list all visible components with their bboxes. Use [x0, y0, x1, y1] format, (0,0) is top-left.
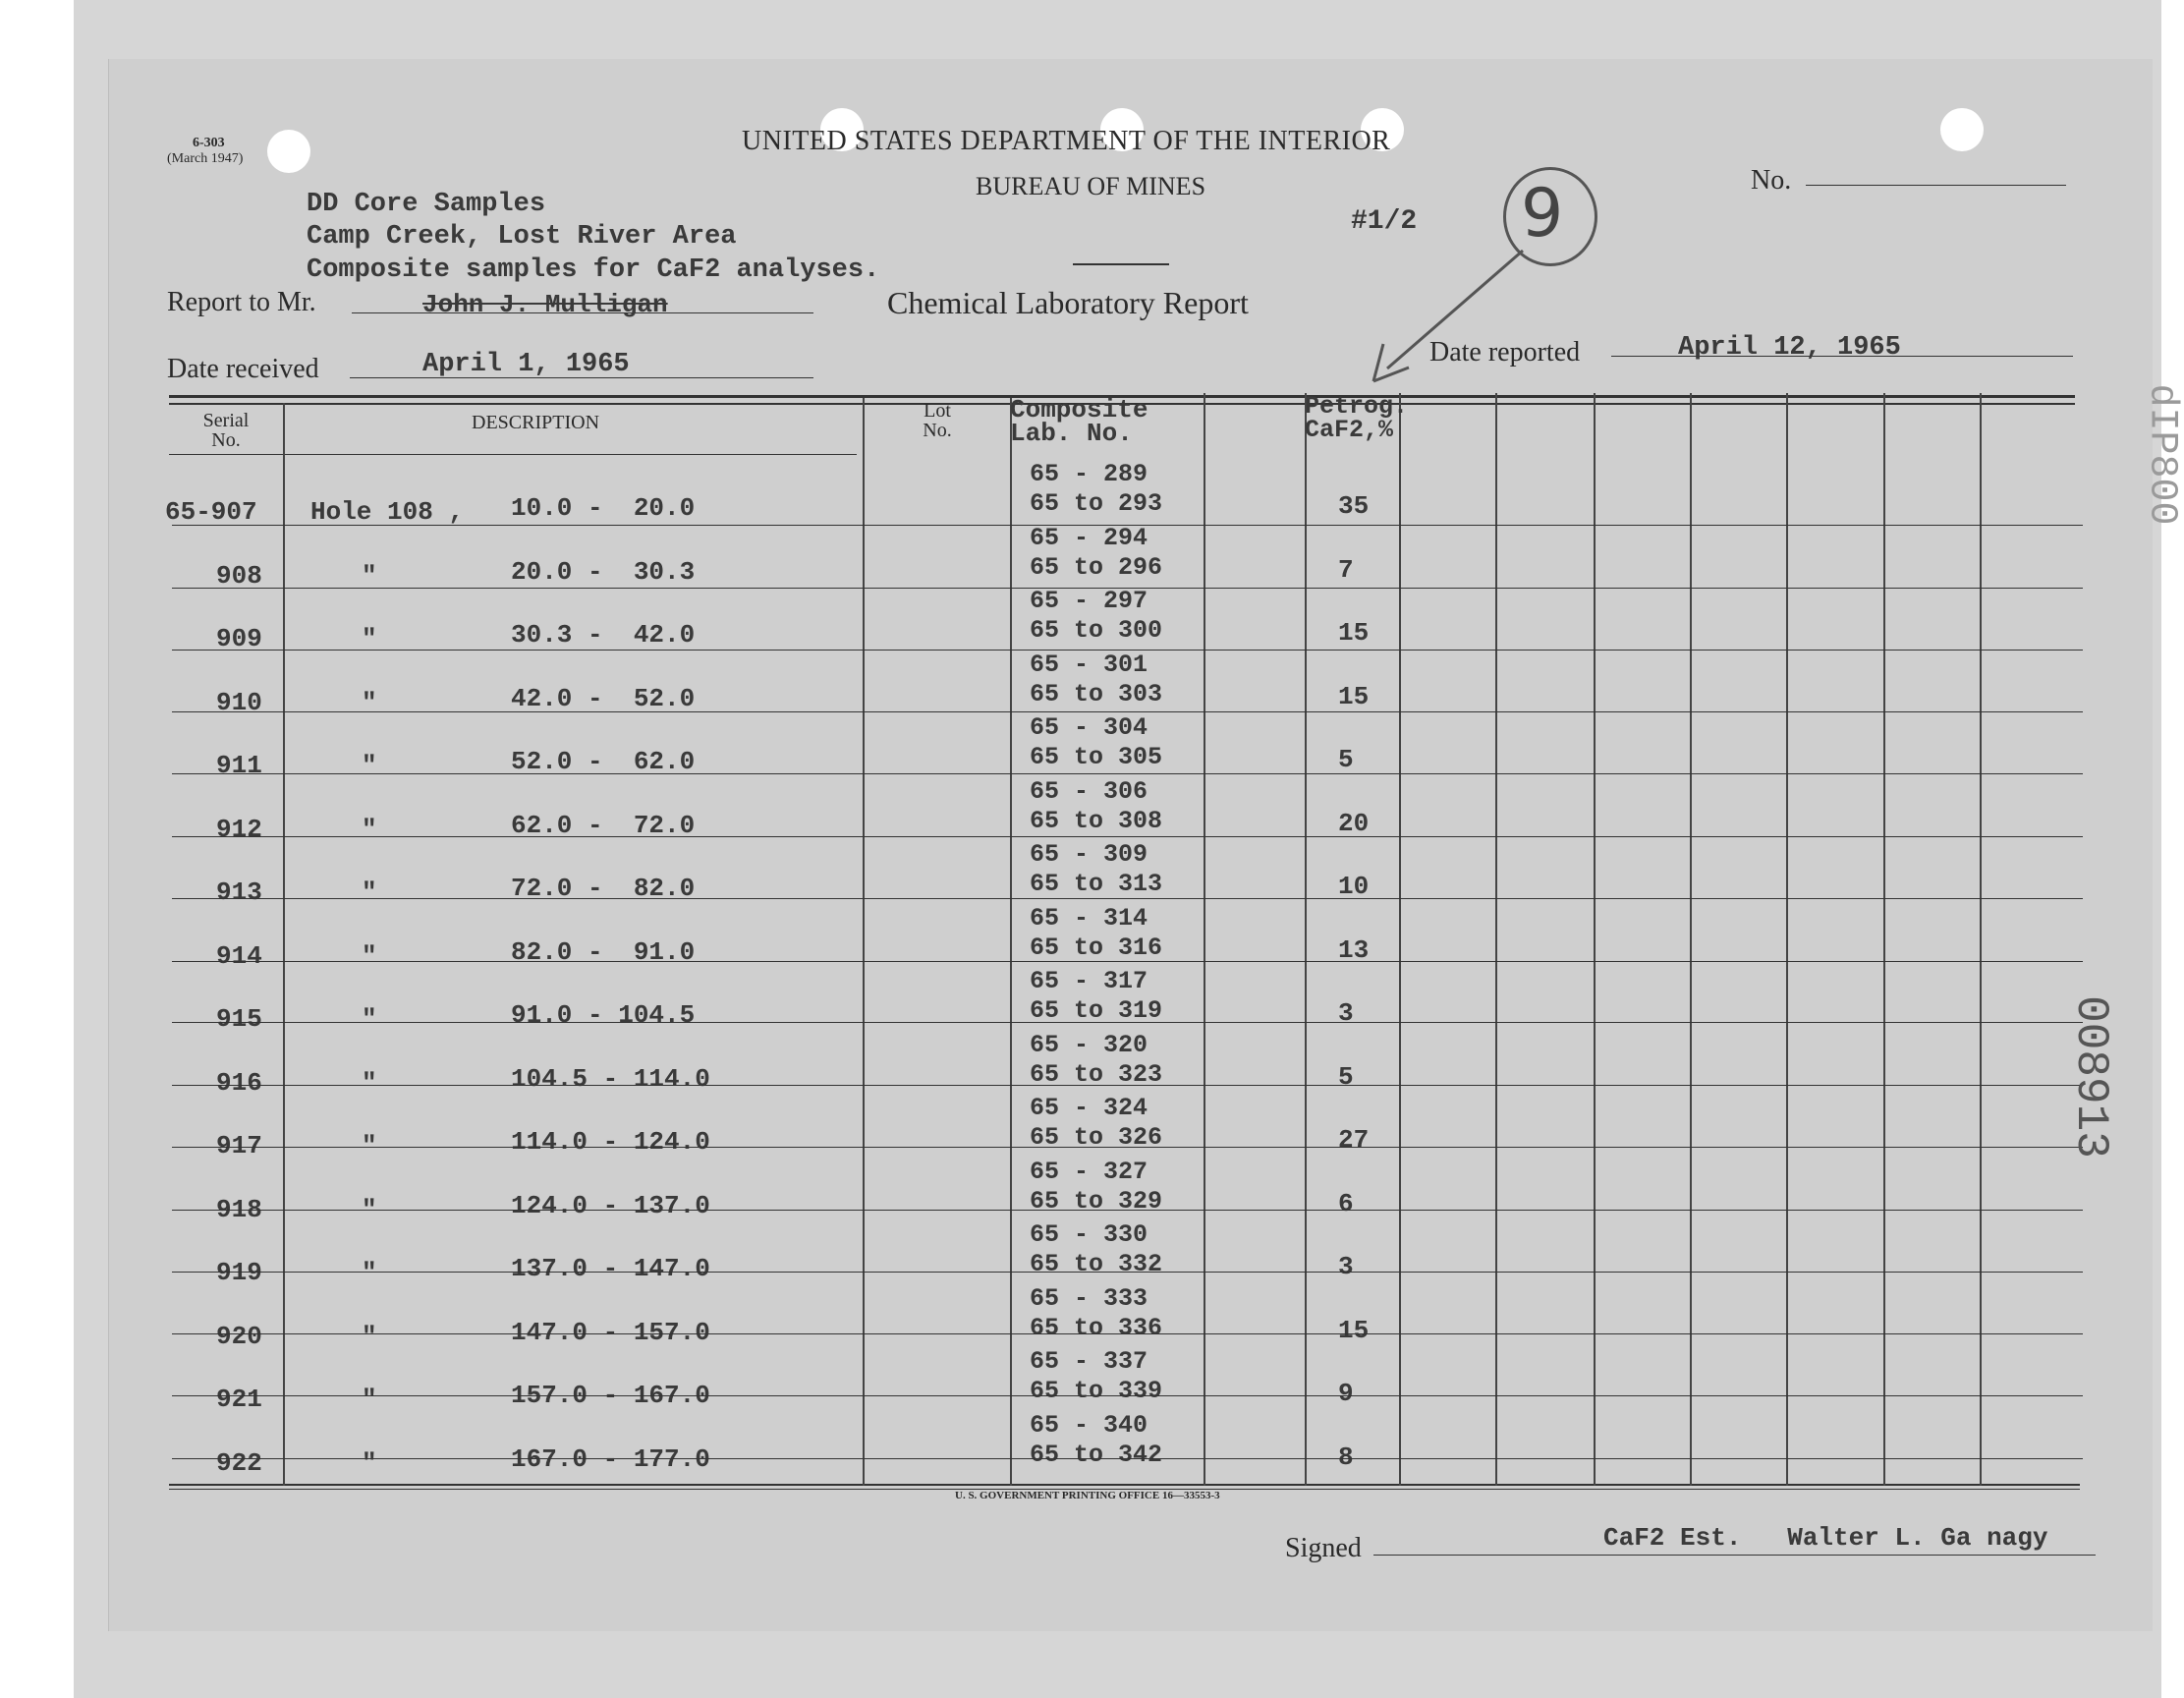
- row-lab-end: 65 to 305: [1030, 743, 1163, 771]
- row-rule: [172, 1085, 2083, 1086]
- row-lab-end: 65 to 300: [1030, 616, 1163, 645]
- row-caf2: 15: [1338, 682, 1370, 711]
- row-depth-range: 42.0 - 52.0: [511, 684, 696, 713]
- col-sep: [863, 398, 865, 1486]
- row-serial: 922: [216, 1448, 262, 1478]
- row-serial: 921: [216, 1385, 262, 1414]
- row-depth-range: 82.0 - 91.0: [511, 937, 696, 967]
- row-rule: [172, 1272, 2083, 1273]
- row-serial: 919: [216, 1258, 262, 1287]
- row-lab-start: 65 - 320: [1030, 1031, 1148, 1059]
- row-rule: [172, 1458, 2083, 1459]
- stamp-number: 008913: [2064, 995, 2116, 1159]
- row-depth-range: 157.0 - 167.0: [511, 1381, 710, 1410]
- row-lab-start: 65 - 314: [1030, 904, 1148, 933]
- row-depth-range: 20.0 - 30.3: [511, 557, 696, 587]
- row-rule: [172, 1395, 2083, 1396]
- row-description: ": [362, 1322, 377, 1351]
- row-description: ": [362, 877, 377, 907]
- signed-value: CaF2 Est. Walter L. Ga nagy: [1603, 1523, 2048, 1553]
- row-description: ": [362, 1195, 377, 1224]
- row-lab-end: 65 to 342: [1030, 1441, 1163, 1469]
- row-caf2: 5: [1338, 745, 1354, 774]
- row-rule: [172, 961, 2083, 962]
- row-caf2: 15: [1338, 618, 1370, 648]
- row-serial: 918: [216, 1195, 262, 1224]
- no-field-line: [1806, 185, 2066, 186]
- row-depth-range: 91.0 - 104.5: [511, 1000, 696, 1030]
- punch-hole: [1940, 108, 1984, 151]
- row-serial: 912: [216, 815, 262, 844]
- row-rule: [172, 1147, 2083, 1148]
- row-lab-end: 65 to 329: [1030, 1187, 1163, 1216]
- col-sep: [1786, 393, 1788, 1486]
- form-number: 6-303: [193, 136, 225, 150]
- form-edition: (March 1947): [167, 151, 244, 166]
- row-caf2: 3: [1338, 1252, 1354, 1281]
- row-depth-range: 147.0 - 157.0: [511, 1318, 710, 1347]
- signed-label: Signed: [1285, 1533, 1362, 1563]
- row-description: ": [362, 624, 377, 653]
- row-lab-end: 65 to 316: [1030, 934, 1163, 962]
- row-caf2: 8: [1338, 1443, 1354, 1472]
- row-caf2: 13: [1338, 935, 1370, 965]
- header-serial: Serial No.: [202, 410, 250, 451]
- row-caf2: 10: [1338, 872, 1370, 901]
- row-depth-range: 72.0 - 82.0: [511, 874, 696, 903]
- row-lab-start: 65 - 324: [1030, 1094, 1148, 1122]
- row-lab-end: 65 to 293: [1030, 489, 1163, 518]
- row-lab-start: 65 - 317: [1030, 967, 1148, 995]
- date-received-value: April 1, 1965: [422, 350, 630, 379]
- row-description: Hole 108 ,: [310, 497, 465, 527]
- row-depth-range: 137.0 - 147.0: [511, 1254, 710, 1283]
- row-serial: 908: [216, 561, 262, 591]
- row-serial: 916: [216, 1068, 262, 1098]
- row-lab-start: 65 - 309: [1030, 840, 1148, 869]
- row-serial: 909: [216, 624, 262, 653]
- col-sep: [1399, 393, 1401, 1486]
- signed-line: [1373, 1555, 2096, 1556]
- row-lab-end: 65 to 313: [1030, 870, 1163, 898]
- row-caf2: 3: [1338, 998, 1354, 1028]
- row-lab-start: 65 - 304: [1030, 713, 1148, 742]
- row-rule: [172, 1022, 2083, 1023]
- row-lab-start: 65 - 301: [1030, 651, 1148, 679]
- row-rule: [172, 1333, 2083, 1334]
- row-caf2: 20: [1338, 809, 1370, 838]
- row-depth-range: 124.0 - 137.0: [511, 1191, 710, 1220]
- row-description: ": [362, 815, 377, 844]
- stamp-partial: dIP800: [2139, 383, 2184, 526]
- row-lab-end: 65 to 303: [1030, 680, 1163, 708]
- row-description: ": [362, 1068, 377, 1098]
- header-description: DESCRIPTION: [472, 412, 600, 433]
- row-serial: 910: [216, 688, 262, 717]
- row-caf2: 9: [1338, 1379, 1354, 1408]
- col-sep: [283, 403, 285, 1486]
- row-lab-start: 65 - 289: [1030, 460, 1148, 488]
- row-lab-end: 65 to 336: [1030, 1314, 1163, 1342]
- circled-number: 9: [1521, 175, 1564, 253]
- row-depth-range: 10.0 - 20.0: [511, 493, 696, 523]
- note-line-1: DD Core Samples: [307, 190, 546, 219]
- date-received-label: Date received: [167, 354, 319, 384]
- row-caf2: 7: [1338, 555, 1354, 585]
- col-sep: [1305, 393, 1307, 1486]
- row-caf2: 35: [1338, 491, 1370, 521]
- printing-office: U. S. GOVERNMENT PRINTING OFFICE 16—33553-3: [955, 1490, 1220, 1501]
- row-depth-range: 52.0 - 62.0: [511, 747, 696, 776]
- row-lab-end: 65 to 296: [1030, 553, 1163, 582]
- row-rule: [172, 773, 2083, 774]
- sheet-number: #1/2: [1351, 206, 1418, 237]
- col-sep: [1010, 398, 1012, 1486]
- row-lab-start: 65 - 337: [1030, 1347, 1148, 1376]
- row-lab-end: 65 to 319: [1030, 996, 1163, 1025]
- header-petrog: Petrog. CaF2,%: [1305, 392, 1409, 444]
- row-caf2: 27: [1338, 1125, 1370, 1155]
- row-lab-start: 65 - 333: [1030, 1284, 1148, 1313]
- row-description: ": [362, 1448, 377, 1478]
- report-title: Chemical Laboratory Report: [887, 285, 1249, 320]
- row-serial: 65-907: [165, 497, 257, 527]
- table-bottom-rule: [169, 1484, 2080, 1486]
- row-lab-end: 65 to 308: [1030, 807, 1163, 835]
- row-rule: [172, 836, 2083, 837]
- row-lab-start: 65 - 327: [1030, 1158, 1148, 1186]
- col-sep: [1594, 393, 1596, 1486]
- row-serial: 920: [216, 1322, 262, 1351]
- date-reported-value: April 12, 1965: [1678, 333, 1901, 363]
- col-sep: [1204, 393, 1205, 1486]
- row-description: ": [362, 751, 377, 780]
- row-serial: 913: [216, 877, 262, 907]
- row-description: ": [362, 561, 377, 591]
- row-serial: 917: [216, 1131, 262, 1160]
- row-caf2: 5: [1338, 1062, 1354, 1092]
- row-caf2: 15: [1338, 1316, 1370, 1345]
- report-to-value: John J. Mulligan: [422, 290, 668, 319]
- row-description: ": [362, 1004, 377, 1034]
- row-lab-start: 65 - 294: [1030, 524, 1148, 552]
- row-description: ": [362, 1131, 377, 1160]
- row-serial: 914: [216, 941, 262, 971]
- row-lab-end: 65 to 332: [1030, 1250, 1163, 1278]
- row-description: ": [362, 1385, 377, 1414]
- bureau-title: BUREAU OF MINES: [976, 172, 1206, 200]
- date-reported-label: Date reported: [1429, 337, 1581, 368]
- row-depth-range: 30.3 - 42.0: [511, 620, 696, 650]
- note-line-3: Composite samples for CaF2 analyses.: [307, 255, 880, 285]
- row-serial: 911: [216, 751, 262, 780]
- row-lab-start: 65 - 297: [1030, 587, 1148, 615]
- header-composite: Composite Lab. No.: [1010, 395, 1148, 448]
- agency-title: UNITED STATES DEPARTMENT OF THE INTERIOR: [742, 126, 1391, 156]
- row-rule: [172, 898, 2083, 899]
- col-sep: [1690, 393, 1692, 1486]
- row-lab-start: 65 - 330: [1030, 1220, 1148, 1249]
- header-lot: Lot No.: [923, 400, 952, 441]
- row-description: ": [362, 1258, 377, 1287]
- col-sep: [1883, 393, 1885, 1486]
- row-depth-range: 167.0 - 177.0: [511, 1444, 710, 1474]
- row-lab-end: 65 to 323: [1030, 1060, 1163, 1089]
- row-lab-end: 65 to 326: [1030, 1123, 1163, 1152]
- row-description: ": [362, 688, 377, 717]
- row-depth-range: 62.0 - 72.0: [511, 811, 696, 840]
- row-depth-range: 104.5 - 114.0: [511, 1064, 710, 1094]
- row-rule: [172, 1210, 2083, 1211]
- punch-hole: [267, 130, 310, 173]
- col-sep: [1980, 393, 1982, 1486]
- title-divider: [1073, 263, 1169, 265]
- row-caf2: 6: [1338, 1189, 1354, 1218]
- row-serial: 915: [216, 1004, 262, 1034]
- note-line-2: Camp Creek, Lost River Area: [307, 222, 737, 252]
- row-depth-range: 114.0 - 124.0: [511, 1127, 710, 1157]
- row-lab-start: 65 - 340: [1030, 1411, 1148, 1440]
- no-label: No.: [1751, 165, 1792, 196]
- header-bottom-rule: [169, 454, 857, 455]
- col-sep: [1495, 393, 1497, 1486]
- row-description: ": [362, 941, 377, 971]
- row-lab-start: 65 - 306: [1030, 777, 1148, 806]
- report-to-label: Report to Mr.: [167, 287, 316, 317]
- row-lab-end: 65 to 339: [1030, 1377, 1163, 1405]
